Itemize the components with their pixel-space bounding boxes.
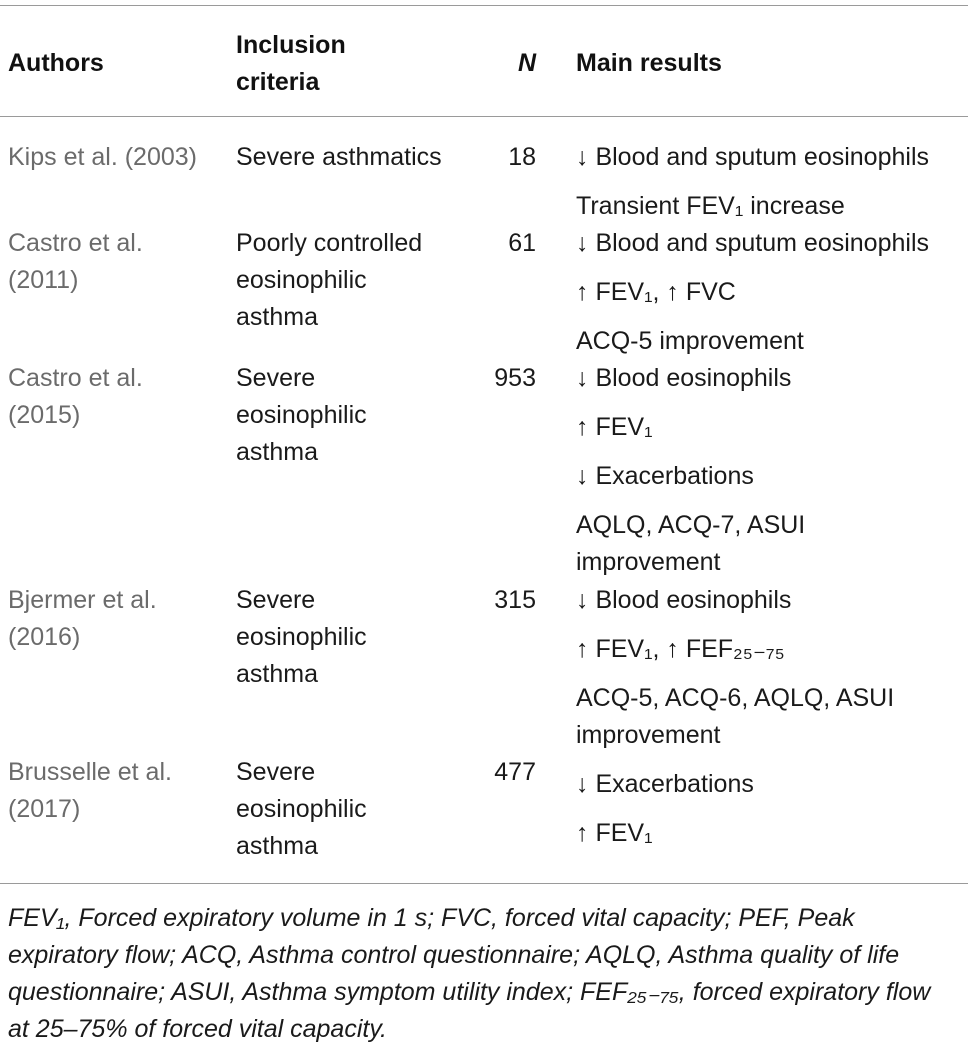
row-3-criteria-line2: eosinophilic	[236, 401, 367, 429]
row-1-authors	[8, 139, 228, 176]
row-2-criteria-line3: asthma	[236, 303, 318, 331]
row-3-result-5: improvement	[576, 548, 721, 576]
row-3-criteria	[236, 360, 486, 471]
row-5-authors-line1: Brusselle et al.	[8, 758, 172, 786]
row-2-criteria-line2: eosinophilic	[236, 266, 367, 294]
row-3-results	[576, 360, 966, 581]
row-1-results	[576, 139, 966, 225]
row-4-result-3: ACQ-5, ACQ-6, AQLQ, ASUI	[576, 684, 895, 712]
row-2-authors-line2: (2011)	[8, 266, 79, 294]
row-4-authors	[8, 582, 228, 656]
row-1-authors-line: Kips et al. (2003)	[8, 143, 197, 171]
row-3-n: 953	[494, 364, 536, 392]
table-footnote: FEV₁, Forced expiratory volume in 1 s; FVC, forced vital capacity; PEF, Peak expiratory flow; ACQ, Asthma control questionnaire; AQLQ, Asthma quality of life questionnaire; ASUI, Asthma symptom utility index; FEF₂₅₋₇₅, forced expiratory flow at 25–75% of forced vital capacity.	[8, 904, 931, 1043]
header-results: Main results	[576, 49, 722, 77]
row-2-result-2: ↑ FEV₁, ↑ FVC	[576, 278, 736, 306]
row-4-criteria-line3: asthma	[236, 660, 318, 688]
row-2-criteria	[236, 225, 486, 336]
row-2-authors	[8, 225, 228, 299]
row-5-criteria-line1: Severe	[236, 758, 316, 786]
row-4-result-1: ↓ Blood eosinophils	[576, 586, 792, 614]
row-3-authors-line1: Castro et al.	[8, 364, 143, 392]
row-2-criteria-line1: Poorly controlled	[236, 229, 423, 257]
row-4-authors-line2: (2016)	[8, 623, 81, 651]
row-2-result-3: ACQ-5 improvement	[576, 327, 804, 355]
row-5-result-2: ↑ FEV₁	[576, 819, 653, 847]
row-4-result-2: ↑ FEV₁, ↑ FEF₂₅₋₇₅	[576, 635, 785, 663]
row-4-criteria	[236, 582, 486, 693]
row-2-result-1: ↓ Blood and sputum eosinophils	[576, 229, 930, 257]
row-4-n: 315	[494, 586, 536, 614]
row-3-result-1: ↓ Blood eosinophils	[576, 364, 792, 392]
row-3-result-2: ↑ FEV₁	[576, 413, 653, 441]
row-3-result-3: ↓ Exacerbations	[576, 462, 754, 490]
row-1-result-1: ↓ Blood and sputum eosinophils	[576, 143, 930, 171]
row-3-authors	[8, 360, 228, 434]
header-rule	[0, 116, 968, 117]
header-criteria-line2: criteria	[236, 68, 320, 96]
row-2-results	[576, 225, 966, 360]
header-authors: Authors	[8, 49, 104, 77]
row-2-authors-line1: Castro et al.	[8, 229, 143, 257]
row-5-authors-line2: (2017)	[8, 795, 81, 823]
header-criteria-line1: Inclusion	[236, 31, 346, 59]
row-5-authors	[8, 754, 228, 828]
row-1-n: 18	[508, 143, 536, 171]
header-criteria	[236, 27, 486, 101]
row-3-result-4: AQLQ, ACQ-7, ASUI	[576, 511, 806, 539]
bottom-rule	[0, 883, 968, 884]
row-5-n: 477	[494, 758, 536, 786]
row-1-result-2: Transient FEV₁ increase	[576, 192, 845, 220]
row-5-result-1: ↓ Exacerbations	[576, 770, 754, 798]
row-4-results	[576, 582, 966, 754]
header-n: N	[517, 49, 536, 77]
row-5-criteria-line3: asthma	[236, 832, 318, 860]
row-5-results	[576, 766, 966, 852]
row-3-criteria-line3: asthma	[236, 438, 318, 466]
top-rule	[0, 5, 968, 6]
row-3-authors-line2: (2015)	[8, 401, 81, 429]
row-5-criteria-line2: eosinophilic	[236, 795, 367, 823]
row-2-n: 61	[508, 229, 536, 257]
row-4-authors-line1: Bjermer et al.	[8, 586, 157, 614]
row-5-criteria	[236, 754, 486, 865]
row-4-criteria-line2: eosinophilic	[236, 623, 367, 651]
row-1-criteria	[236, 139, 486, 176]
row-4-result-4: improvement	[576, 721, 721, 749]
row-1-criteria-line: Severe asthmatics	[236, 143, 442, 171]
row-3-criteria-line1: Severe	[236, 364, 316, 392]
row-4-criteria-line1: Severe	[236, 586, 316, 614]
